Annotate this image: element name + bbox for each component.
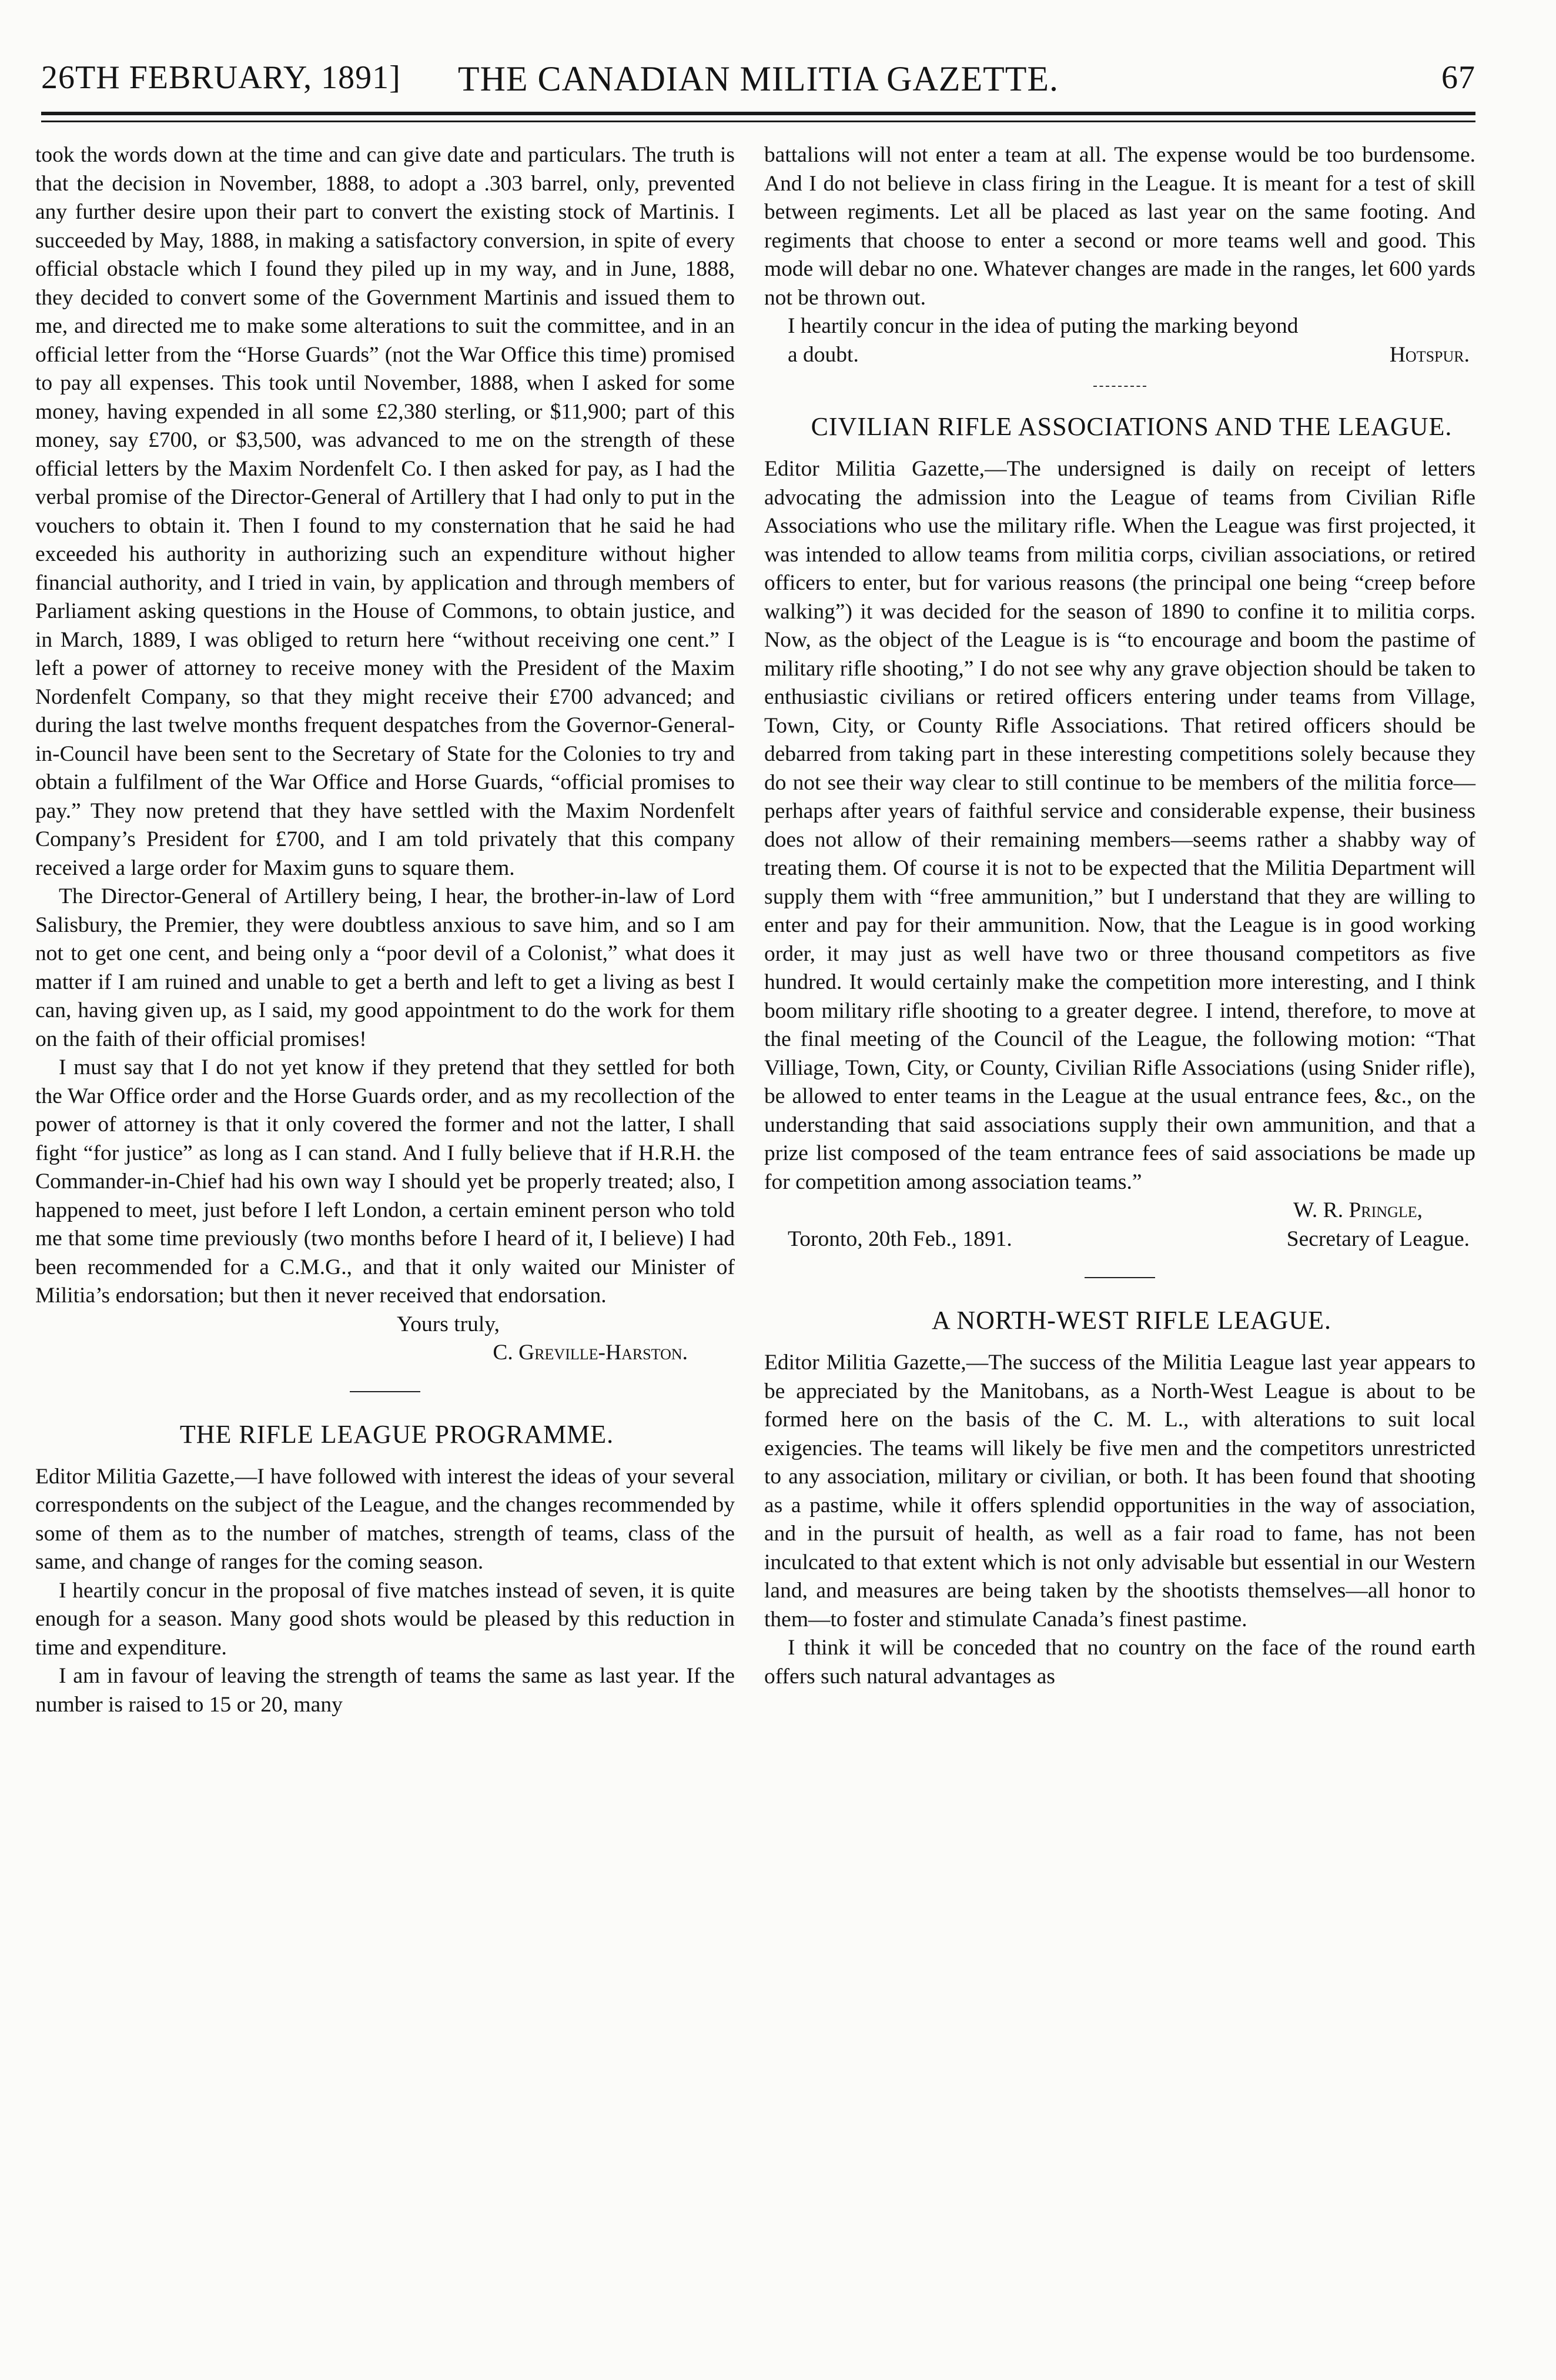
right-column — [764, 141, 1475, 1691]
section-divider — [1093, 386, 1146, 387]
left-column — [35, 141, 735, 1719]
rifle-league-paragraph: I heartily concur in the proposal of five matches instead of seven, it is quite enough for a season. Many good shots would be pleased by this reduction in time and expenditure. — [35, 1578, 735, 1660]
pringle-title: Secretary of League. — [1286, 1226, 1470, 1251]
harston-paragraph: The Director-General of Artillery being, I hear, the brother-in-law of Lord Salisbury, the Premier, they were doubtless anxious to save him, and so I am not to get one cent, and being only a “poor devil of a Colonist,” what does it matter if I am ruined and unable to get a berth and left to get a living as best I can, having given up, as I said, my good appointment to do the work for them on the faith of their official promises! — [35, 884, 735, 1051]
issue-date: 26TH FEBRUARY, 1891] — [41, 59, 401, 96]
civilian-paragraph: Editor Militia Gazette,—The undersigned is daily on receipt of letters advocating the admission into the League of teams from Civilian Rifle Associations who use the military rifle. When the League was first projected, it was intended to allow teams from militia corps, civilian associations, or retired officers to enter, but for various reasons (the principal one being “creep before walking”) it was decided for the season of 1890 to confine it to militia corps. Now, as the object of the League is is “to encourage and boom the pastime of military rifle shooting,” I do not see why any grave objection should be taken to enthusiastic civilians or retired officers entering under teams from Village, Town, City, or County Rifle Associations. That retired officers should be debarred from taking part in these interesting competitions solely because they do not see their way clear to still continue to be members of the militia force—perhaps after years of faithful service and considerable expense, their business does not allow of their remaining members—seems rather a shabby way of treating them. Of course it is not to be expected that the Militia Department will supply them with “free ammunition,” but I understand that they are willing to enter and pay for their ammunition. Now, that the League is in good working order, it may just as well have two or three thousand competitors as five hundred. It would certainly make the competition more interesting, and I think boom military rifle shooting to a greater degree. I intend, therefore, to move at the final meeting of the Council of the League, the following motion: “That Villiage, Town, City, or County, Civilian Rifle Associations (using Snider rifle), be allowed to enter teams in the League at the usual entrance fees, &c., on the understanding that said associations supply their own ammunition, and that a prize list composed of the team entrance fees of said associations be made up for competition among association teams.” — [764, 457, 1475, 1194]
publication-title: THE CANADIAN MILITIA GAZETTE. — [457, 59, 1059, 98]
rifle-league-paragraph: I am in favour of leaving the strength of teams the same as last year. If the number is raised to 15 or 20, many — [35, 1664, 735, 1717]
marking-paragraph: I heartily concur in the idea of puting the marking beyond — [788, 314, 1299, 338]
toronto-date: Toronto, 20th Feb., 1891. — [788, 1226, 1012, 1251]
rifle-league-heading: THE RIFLE LEAGUE PROGRAMME. — [179, 1419, 614, 1449]
masthead-rule-thick — [41, 112, 1475, 115]
hotspur-signature: Hotspur. — [1389, 342, 1470, 367]
toronto-line — [764, 1225, 1475, 1254]
harston-paragraph: I must say that I do not yet know if they pretend that they settled for both the War Office order and the Horse Guards order, and as my recollection of the power of attorney is that it only covered the former and not the latter, I shall fight “for justice” as long as I can stand. And I fully believe that if H.R.H. the Commander-in-Chief had his own way I should yet be properly treated; also, I happened to meet, just before I left London, a certain eminent person who told me that some time previously (two months before I heard of it, I believe) I had been recommended for a C.M.G., and that it only waited our Minister of Militia’s endorsation; but then it never received that endorsation. — [35, 1055, 735, 1308]
northwest-paragraph: I think it will be conceded that no country on the face of the round earth offers such natural advantages as — [764, 1636, 1475, 1689]
rifle-league-paragraph: Editor Militia Gazette,—I have followed with interest the ideas of your several correspondents on the subject of the League, and the changes recommended by some of them as to the number of matches, strength of teams, class of the same, and change of ranges for the coming season. — [35, 1464, 735, 1574]
continuation-paragraph: battalions will not enter a team at all. The expense would be too burdensome. And I do not believe in class firing in the League. It is meant for a test of skill between regiments. Let all be placed as last year on the same footing. And regiments that choose to enter a second or more teams well and good. This mode will debar no one. Whatever changes are made in the ranges, let 600 yards not be thrown out. — [764, 143, 1475, 310]
letter-signature: C. Greville-Harston. — [493, 1341, 688, 1365]
civilian-heading: CIVILIAN RIFLE ASSOCIATIONS AND THE LEAGUE. — [811, 412, 1453, 441]
northwest-heading: A NORTH-WEST RIFLE LEAGUE. — [931, 1306, 1332, 1335]
harston-paragraph: took the words down at the time and can give date and particulars. The truth is that the decision in November, 1888, to adopt a .303 barrel, only, prevented any further desire upon their part to convert the existing stock of Martinis. I succeeded by May, 1888, in making a satisfactory conversion, in spite of every official obstacle which I found they piled up in my way, and in June, 1888, they decided to convert some of the Government Martinis and issued them to me, and directed me to make some alterations to suit the committee, and in an official letter from the “Horse Guards” (not the War Office this time) promised to pay all expenses. This took until November, 1888, when I asked for some money, having expended in all some £2,380 sterling, or $11,900; part of this money, say £700, or $3,500, was advanced to me on the strength of these official letters by the Maxim Nordenfelt Co. I then asked for pay, as I had the verbal promise of the Director-General of Artillery that I had only to put in the vouchers to obtain it. Then I found to my consternation that he said he had exceeded his authority in authorizing such an expenditure without higher financial authority, and I tried in vain, by application and through members of Parliament asking questions in the House of Commons, to obtain justice, and in March, 1889, I was obliged to return here “without receiving one cent.” I left a power of attorney to receive money with the President of the Maxim Nordenfelt Company, so that they might receive their £700 advanced; and during the last twelve months frequent despatches from the Governor-General-in-Council have been sent to the Secretary of State for the Colonies to try and obtain a fulfilment of the War Office and Horse Guards, “official promises to pay.” They now pretend that they have settled with the Maxim Nordenfelt Company’s President for £700, and I am told privately that this company received a large order for Maxim guns to square them. — [35, 143, 735, 880]
letter-closing: Yours truly, — [396, 1312, 500, 1336]
page-number: 67 — [1441, 59, 1475, 96]
marking-end: a doubt. — [788, 342, 859, 367]
section-divider — [1085, 1277, 1155, 1278]
masthead-rule-thin — [41, 121, 1475, 122]
section-divider — [350, 1391, 420, 1392]
pringle-name: W. R. Pringle, — [1293, 1198, 1423, 1222]
northwest-paragraph: Editor Militia Gazette,—The success of the Militia League last year appears to be appreciated by the Manitobans, as a North-West League is about to be formed here on the basis of the C. M. L., with alterations to suit local exigencies. The teams will likely be five men and the competitors unrestricted to any association, military or civilian, or both. It has been found that shooting as a pastime, while it offers splendid opportunities in the way of association, and in the pursuit of health, as well as a fair road to fame, has not been inculcated to that extent which is not only advisable but essential in our Western land, and measures are being taken by the shootists themselves—all honor to them—to foster and stimulate Canada’s finest pastime. — [764, 1351, 1475, 1632]
masthead — [41, 59, 1475, 106]
hotspur-line — [764, 341, 1475, 370]
